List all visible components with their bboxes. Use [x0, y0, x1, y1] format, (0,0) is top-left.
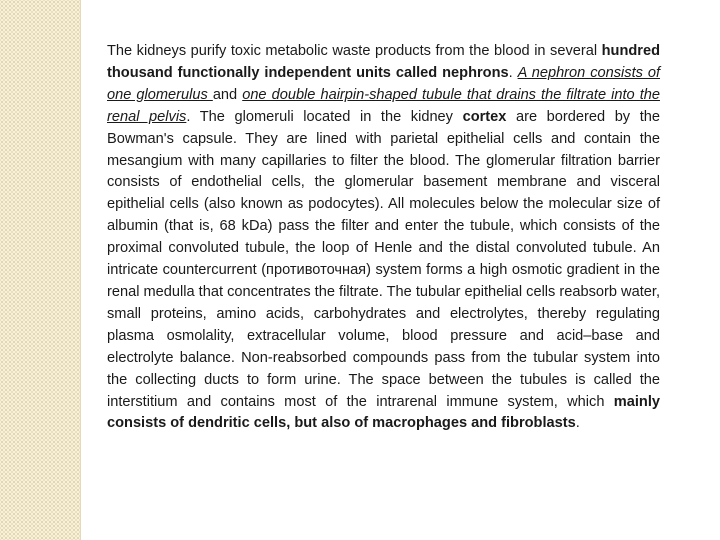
decorative-side-strip	[0, 0, 80, 540]
side-divider	[80, 0, 81, 540]
underline-double-hairpin: one double hairpin-shaped tubule that drains the filtrate into the renal pelvis	[107, 86, 660, 125]
body-paragraph	[107, 41, 660, 435]
text-final-period: .	[575, 415, 580, 432]
text-bordered: are bordered by the Bowman's capsule. They are lined with parietal epithelial cells and contain the mesangium with many capillaries to filter the blood. The glomerular filtration barrier consists of endothelial cells, the glomerular basement membrane and visceral epithelial cells (also known as podocytes). All molecules below the molecular size of albumin (that is, 68 kDa) pass the filter and enter the tubule, which consists of the proximal convoluted tubule, the loop of Henle and the distal convoluted tubule. An intricate countercurrent (противоточная) system forms a high osmotic gradient in the renal medulla that concentrates the filtrate. The tubular epithelial cells reabsorb water, small proteins, amino acids, carbohydrates and electrolytes, thereby regulating plasma osmolality, extracellular volume, blood pressure and acid–base and electrolyte balance. Non-reabsorbed compounds pass from the tubular system into the collecting ducts to form urine. The space between the tubules is called the interstitium and contains most of the intrarenal immune system, which	[107, 108, 660, 410]
bold-mainly-consists: mainly consists of dendritic cells, but also of macrophages and fibroblasts	[107, 393, 660, 432]
text-intro: The kidneys purify toxic metabolic waste products from the blood in several	[107, 43, 602, 59]
text-glomeruli: . The glomeruli located in the kidney	[186, 108, 463, 125]
bold-hundred-thousand: hundred thousand functionally independent units called nephrons	[107, 43, 660, 81]
bold-cortex: cortex	[462, 108, 507, 125]
text-and: and	[212, 86, 243, 103]
text-period-1: .	[508, 64, 518, 81]
underline-nephron-consists: A nephron consists of one glomerulus	[107, 64, 661, 103]
